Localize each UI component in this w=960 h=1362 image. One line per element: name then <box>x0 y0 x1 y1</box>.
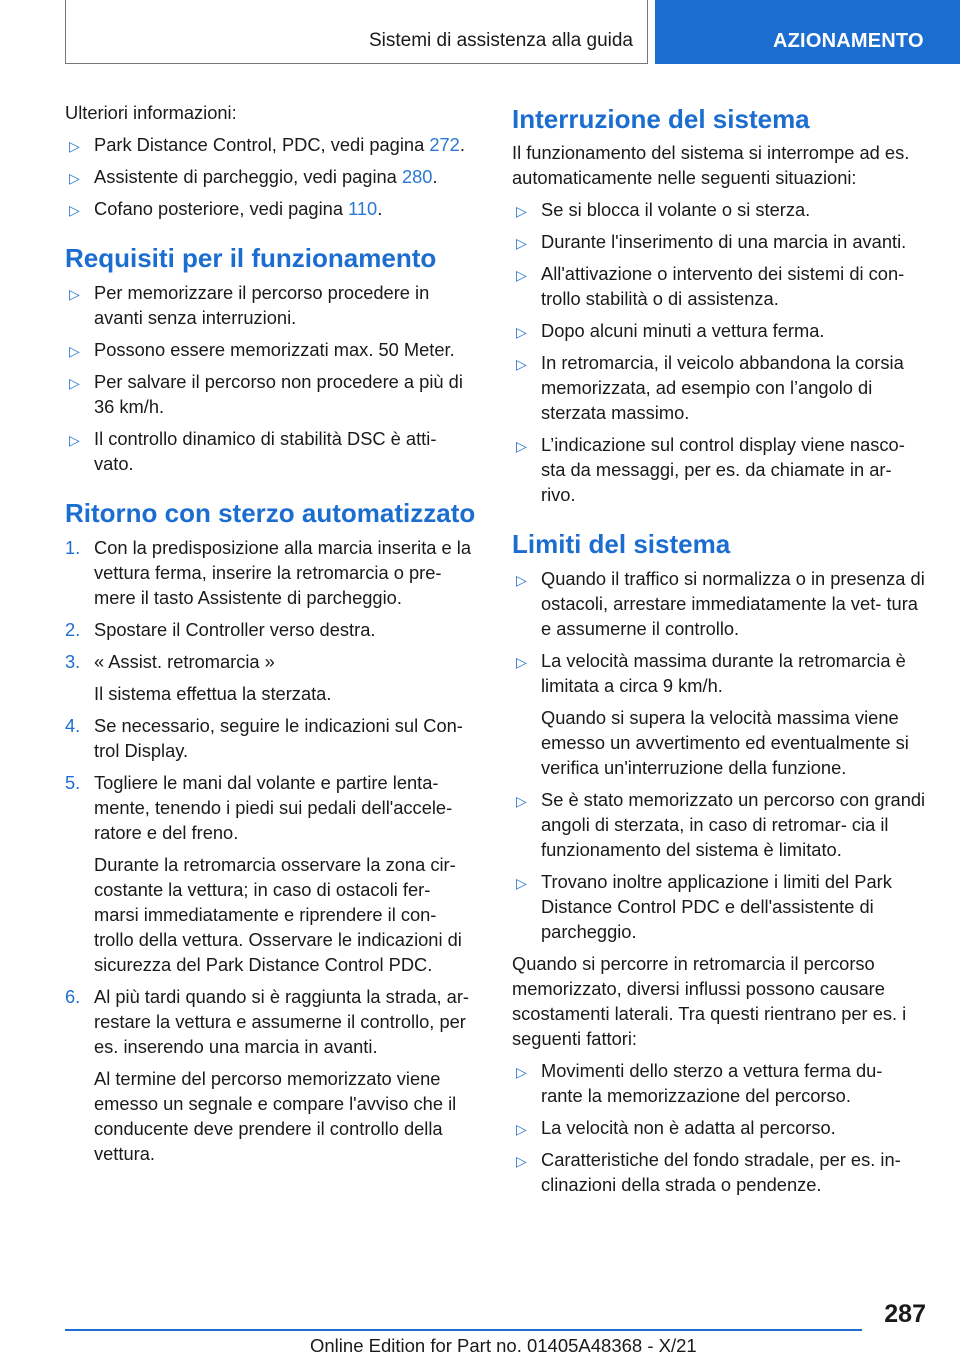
triangle-right-icon: ▷ <box>516 438 527 454</box>
triangle-right-icon: ▷ <box>516 235 527 251</box>
further-info-label: Ulteriori informazioni: <box>65 102 237 123</box>
limits-list <box>512 566 928 944</box>
list-item: ▷ Park Distance Control, PDC, vedi pagina 272. <box>65 132 480 157</box>
footer-divider <box>65 1329 862 1331</box>
step-number: 5. <box>65 772 81 793</box>
list-item: ▷ La velocità massima durante la retromarcia è limitata a circa 9 km/h. Quando si supera la velocità massima viene emesso un avvertimento ed eventualmente si verifica un'interruzione della funzione. <box>512 648 928 780</box>
triangle-right-icon: ▷ <box>69 202 80 218</box>
list-item: ▷ All'attivazione o intervento dei sistemi di con- trollo stabilità o di assistenza. <box>516 263 905 309</box>
triangle-right-icon: ▷ <box>516 654 527 670</box>
page-header <box>0 0 960 66</box>
triangle-right-icon: ▷ <box>69 432 80 448</box>
list-item: ▷ Trovano inoltre applicazione i limiti del Park Distance Control PDC e dell'assistente di parcheggio. <box>516 871 892 942</box>
step-item: 3. « Assist. retromarcia » Il sistema effettua la sterzata. <box>65 649 480 706</box>
triangle-right-icon: ▷ <box>69 286 80 302</box>
list-item: ▷ Quando il traffico si normalizza o in presenza di ostacoli, arrestare immediatamente la vet- tura e assumerne il controllo. <box>516 568 925 639</box>
step-item: 1. Con la predisposizione alla marcia inserita e la vettura ferma, inserire la retromarcia o pre- mere il tasto Assistente di parcheggio. <box>65 537 471 608</box>
triangle-right-icon: ▷ <box>516 1064 527 1080</box>
left-column <box>65 100 480 1173</box>
list-item: ▷ Cofano posteriore, vedi pagina 110. <box>65 196 480 221</box>
list-item: ▷ Movimenti dello sterzo a vettura ferma du- rante la memorizzazione del percorso. <box>516 1060 883 1106</box>
step-note: Al termine del percorso memorizzato viene emesso un segnale e compare l'avviso che il conducente deve prendere il controllo della vettura. <box>94 1068 457 1164</box>
heading-limits: Limiti del sistema <box>512 529 731 559</box>
factors-list <box>512 1058 928 1197</box>
deviation-paragraph: Quando si percorre in retromarcia il percorso memorizzato, diversi influssi possono causare scostamenti laterali. Tra questi rientrano per es. i seguenti fattori: <box>512 953 907 1049</box>
section-title-box <box>65 0 648 64</box>
section-title: Sistemi di assistenza alla guida <box>368 30 633 51</box>
list-item: ▷ Il controllo dinamico di stabilità DSC è atti- vato. <box>69 428 437 474</box>
step-number: 2. <box>65 619 81 640</box>
triangle-right-icon: ▷ <box>516 1121 527 1137</box>
step-item: 4. Se necessario, seguire le indicazioni sul Con- trol Display. <box>65 715 463 761</box>
page-link[interactable]: 272 <box>429 134 460 155</box>
list-item: ▷ L’indicazione sul control display viene nasco- sta da messaggi, per es. da chiamate in ar- rivo. <box>516 434 905 505</box>
limit-note: Quando si supera la velocità massima viene emesso un avvertimento ed eventualmente si verifica un'interruzione della funzione. <box>541 707 909 778</box>
list-item: ▷ In retromarcia, il veicolo abbandona la corsia memorizzata, ad esempio con l’angolo di sterzata massimo. <box>516 352 904 423</box>
list-item: ▷ Durante l'inserimento di una marcia in avanti. <box>512 229 928 254</box>
chapter-tab <box>655 0 960 64</box>
triangle-right-icon: ▷ <box>69 343 80 359</box>
triangle-right-icon: ▷ <box>516 572 527 588</box>
triangle-right-icon: ▷ <box>69 138 80 154</box>
triangle-right-icon: ▷ <box>516 875 527 891</box>
step-number: 1. <box>65 537 81 558</box>
step-note: Il sistema effettua la sterzata. <box>94 683 332 704</box>
list-item: ▷ Assistente di parcheggio, vedi pagina 280. <box>65 164 480 189</box>
heading-return: Ritorno con sterzo automatizzato <box>65 498 476 528</box>
triangle-right-icon: ▷ <box>516 203 527 219</box>
step-number: 4. <box>65 715 81 736</box>
heading-requirements: Requisiti per il funzionamento <box>65 243 437 273</box>
steps-list <box>65 535 480 1166</box>
list-item: ▷ La velocità non è adatta al percorso. <box>512 1115 928 1140</box>
step-item: 5. Togliere le mani dal volante e partire lenta- mente, tenendo i piedi sui pedali dell'accele- ratore e del freno. Durante la retromarcia osservare la zona cir- costante la vettura; in caso di ostacoli fer- marsi immediatamente e riprendere il con- trollo della vettura. Osservare le indicazioni di sicurezza del Park Distance Control PDC. <box>65 770 480 977</box>
triangle-right-icon: ▷ <box>69 375 80 391</box>
page-number: 287 <box>884 1300 926 1328</box>
triangle-right-icon: ▷ <box>69 170 80 186</box>
requirements-list <box>65 280 480 476</box>
heading-interrupt: Interruzione del sistema <box>512 104 810 134</box>
page-link[interactable]: 110 <box>348 198 378 219</box>
list-item: ▷ Se è stato memorizzato un percorso con grandi angoli di sterzata, in caso di retromar- cia il funzionamento del sistema è limitato. <box>516 789 926 860</box>
step-number: 3. <box>65 651 81 672</box>
triangle-right-icon: ▷ <box>516 356 527 372</box>
right-column <box>512 100 928 1204</box>
step-item: 2. Spostare il Controller verso destra. <box>65 619 376 640</box>
page-link[interactable]: 280 <box>401 166 433 187</box>
interrupt-intro: Il funzionamento del sistema si interrompe ad es. automaticamente nelle seguenti situazioni: <box>512 142 910 188</box>
chapter-title: AZIONAMENTO <box>773 30 924 52</box>
list-item: ▷ Possono essere memorizzati max. 50 Meter. <box>65 337 480 362</box>
step-number: 6. <box>65 986 81 1007</box>
interrupt-list <box>512 197 928 507</box>
list-item: ▷ Dopo alcuni minuti a vettura ferma. <box>512 318 928 343</box>
reference-list <box>65 132 480 221</box>
triangle-right-icon: ▷ <box>516 267 527 283</box>
list-item: ▷ Per salvare il percorso non procedere a più di 36 km/h. <box>69 371 463 417</box>
edition-note: Online Edition for Part no. 01405A48368 - X/21 <box>310 1335 697 1356</box>
triangle-right-icon: ▷ <box>516 1153 527 1169</box>
list-item: ▷ Se si blocca il volante o si sterza. <box>512 197 928 222</box>
triangle-right-icon: ▷ <box>516 324 527 340</box>
step-item: 6. Al più tardi quando si è raggiunta la strada, ar- restare la vettura e assumerne il controllo, per es. inserendo una marcia in avanti. Al termine del percorso memorizzato viene emesso un segnale e compare l'avviso che il conducente deve prendere il controllo della vettura. <box>65 984 480 1166</box>
step-note: Durante la retromarcia osservare la zona cir- costante la vettura; in caso di ostacoli fer- marsi immediatamente e riprendere il con- trollo della vettura. Osservare le indicazioni di sicurezza del Park Distance Control PDC. <box>94 854 462 975</box>
list-item: ▷ Caratteristiche del fondo stradale, per es. in- clinazioni della strada o pendenze. <box>516 1149 901 1195</box>
list-item: ▷ Per memorizzare il percorso procedere in avanti senza interruzioni. <box>69 282 430 328</box>
triangle-right-icon: ▷ <box>516 793 527 809</box>
